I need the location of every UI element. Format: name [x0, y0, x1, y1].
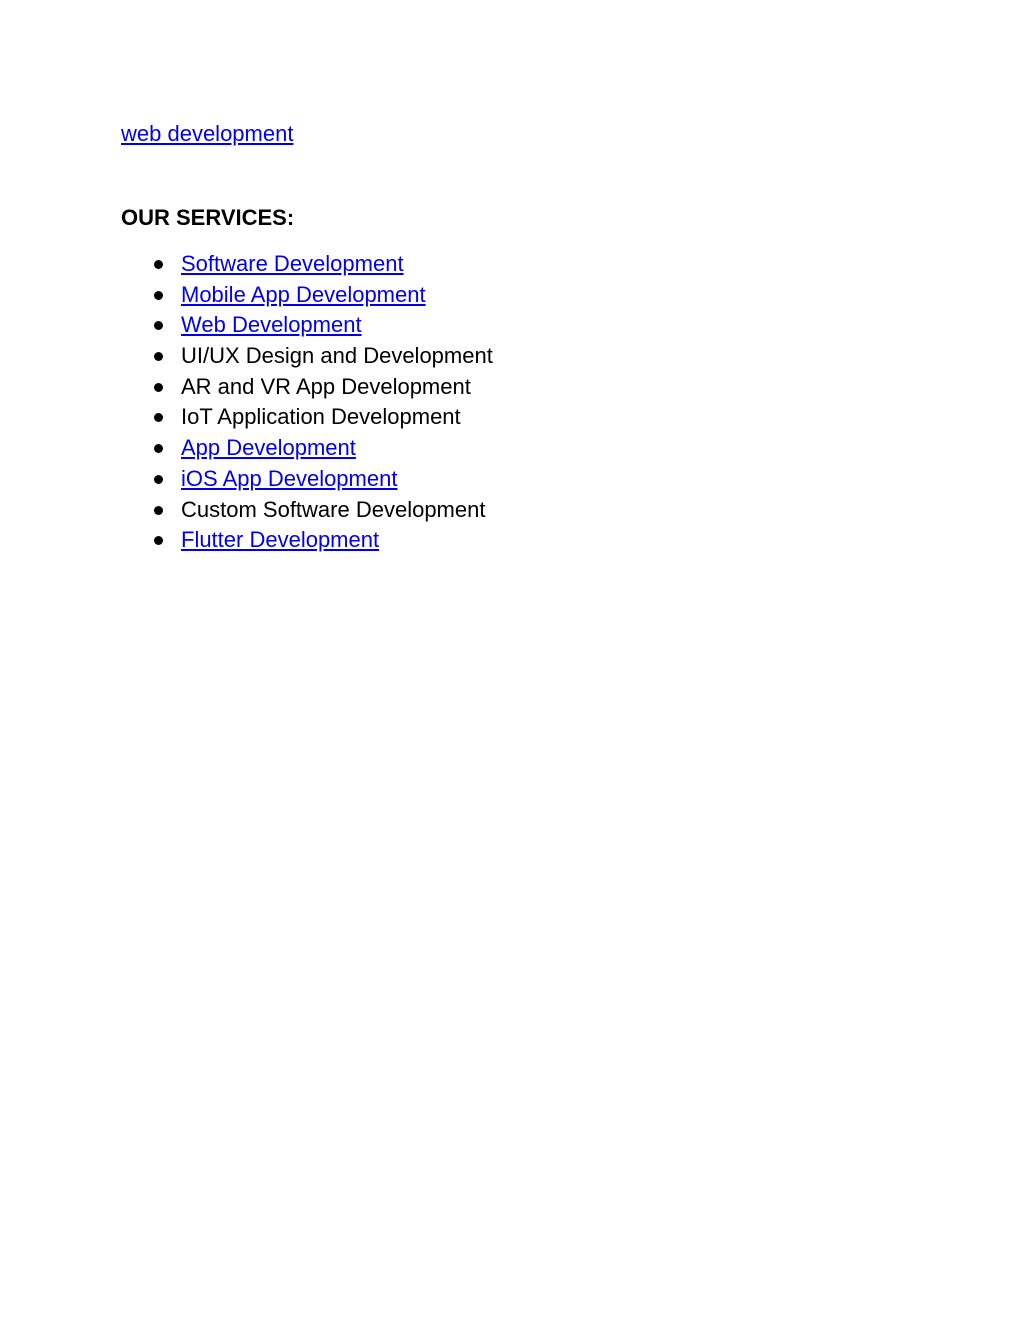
custom-software-development-text: Custom Software Development	[181, 496, 486, 522]
bullet-icon	[154, 444, 163, 453]
service-item-ui-ux-design	[150, 341, 493, 372]
bullet-icon	[154, 475, 163, 484]
iot-application-development-text: IoT Application Development	[181, 404, 461, 430]
bullet-icon	[154, 260, 163, 269]
service-item-flutter-development	[150, 525, 493, 556]
service-item-ar-vr-app-development	[150, 372, 493, 403]
bullet-icon	[154, 413, 163, 422]
bullet-icon	[154, 321, 163, 330]
web-development-link[interactable]: web development	[121, 121, 294, 146]
ui-ux-design-text: UI/UX Design and Development	[181, 343, 493, 369]
service-item-software-development	[150, 249, 493, 280]
services-list	[150, 249, 493, 556]
bullet-icon	[154, 291, 163, 300]
service-item-mobile-app-development	[150, 280, 493, 311]
bullet-icon	[154, 352, 163, 361]
bullet-icon	[154, 506, 163, 515]
flutter-development-link[interactable]: Flutter Development	[181, 527, 380, 553]
ar-vr-app-development-text: AR and VR App Development	[181, 373, 471, 399]
bullet-icon	[154, 383, 163, 392]
service-item-app-development	[150, 433, 493, 464]
service-item-ios-app-development	[150, 464, 493, 495]
ios-app-development-link[interactable]: iOS App Development	[181, 465, 398, 491]
web-development-service-link[interactable]: Web Development	[181, 312, 362, 338]
service-item-custom-software-development	[150, 495, 493, 526]
service-item-iot-application-development	[150, 402, 493, 433]
bullet-icon	[154, 536, 163, 545]
services-heading: OUR SERVICES:	[121, 205, 295, 230]
app-development-link[interactable]: App Development	[181, 435, 356, 461]
software-development-link[interactable]: Software Development	[181, 251, 404, 276]
mobile-app-development-link[interactable]: Mobile App Development	[181, 281, 426, 307]
service-item-web-development	[150, 310, 493, 341]
